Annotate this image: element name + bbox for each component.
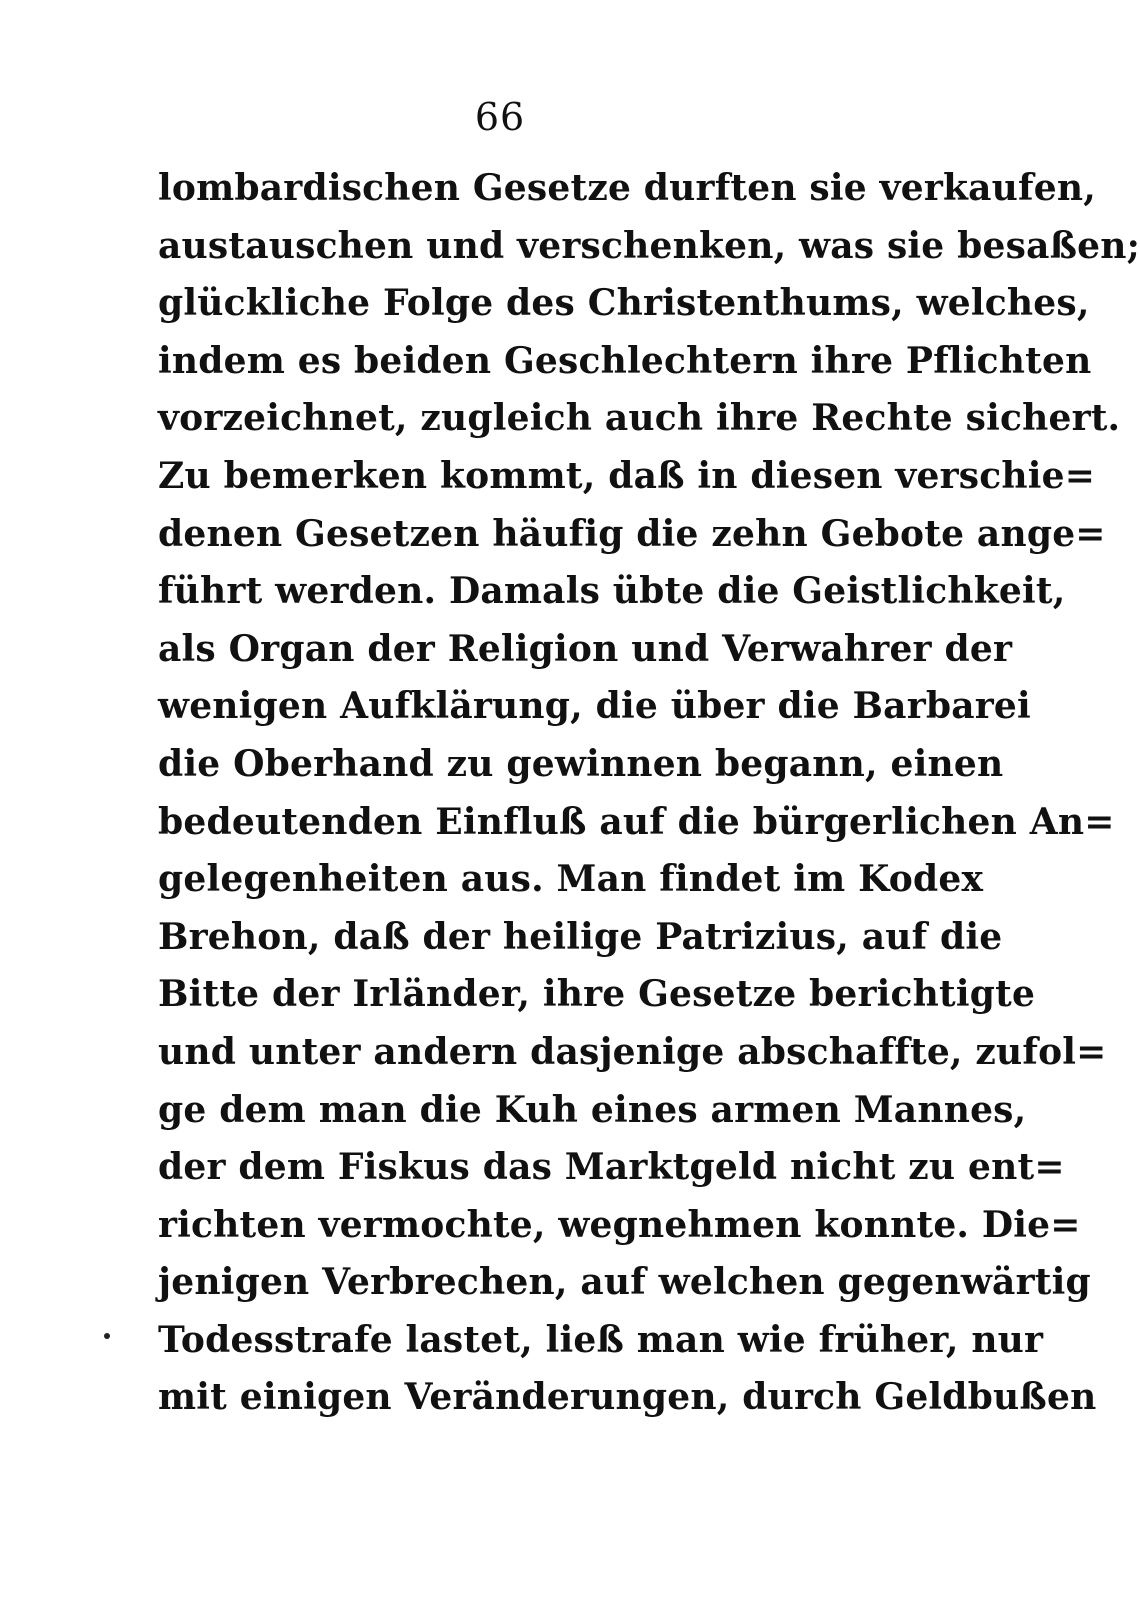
text-line: führt werden. Damals übte die Geistlichkeit, — [158, 570, 1066, 613]
text-line: austauschen und verschenken, was sie besaßen; — [158, 224, 1140, 267]
text-line: als Organ der Religion und Verwahrer der — [158, 627, 1013, 670]
text-line: der dem Fiskus das Marktgeld nicht zu ent= — [158, 1146, 1065, 1189]
text-line: jenigen Verbrechen, auf welchen gegenwärtig — [158, 1261, 1091, 1304]
text-line: denen Gesetzen häufig die zehn Gebote ange= — [158, 512, 1106, 555]
text-line: und unter andern dasjenige abschaffte, zufol= — [158, 1030, 1107, 1073]
text-line: richten vermochte, wegnehmen konnte. Die= — [158, 1203, 1081, 1246]
body-text — [158, 160, 1140, 1427]
text-line: mit einigen Veränderungen, durch Geldbußen — [158, 1376, 1097, 1419]
text-line: die Oberhand zu gewinnen begann, einen — [158, 742, 1004, 785]
text-line: gelegenheiten aus. Man findet im Kodex — [158, 858, 984, 901]
text-line: lombardischen Gesetze durften sie verkaufen, — [158, 167, 1096, 209]
text-line: wenigen Aufklärung, die über die Barbarei — [158, 685, 1031, 728]
text-line: glückliche Folge des Christenthums, welches, — [158, 282, 1090, 325]
text-line: Todesstrafe lastet, ließ man wie früher, nur — [158, 1318, 1044, 1361]
text-line: bedeutenden Einfluß auf die bürgerlichen An= — [158, 800, 1115, 843]
text-line: indem es beiden Geschlechtern ihre Pflichten — [158, 339, 1092, 382]
ink-speck — [104, 1333, 110, 1339]
text-line: ge dem man die Kuh eines armen Mannes, — [158, 1088, 1027, 1131]
text-line: Brehon, daß der heilige Patrizius, auf die — [158, 915, 1003, 958]
text-line: Zu bemerken kommt, daß in diesen verschie= — [158, 454, 1096, 497]
text-line: Bitte der Irländer, ihre Gesetze berichtigte — [158, 973, 1036, 1016]
text-line: vorzeichnet, zugleich auch ihre Rechte sichert. — [158, 397, 1121, 440]
page-number: 66 — [474, 95, 526, 139]
